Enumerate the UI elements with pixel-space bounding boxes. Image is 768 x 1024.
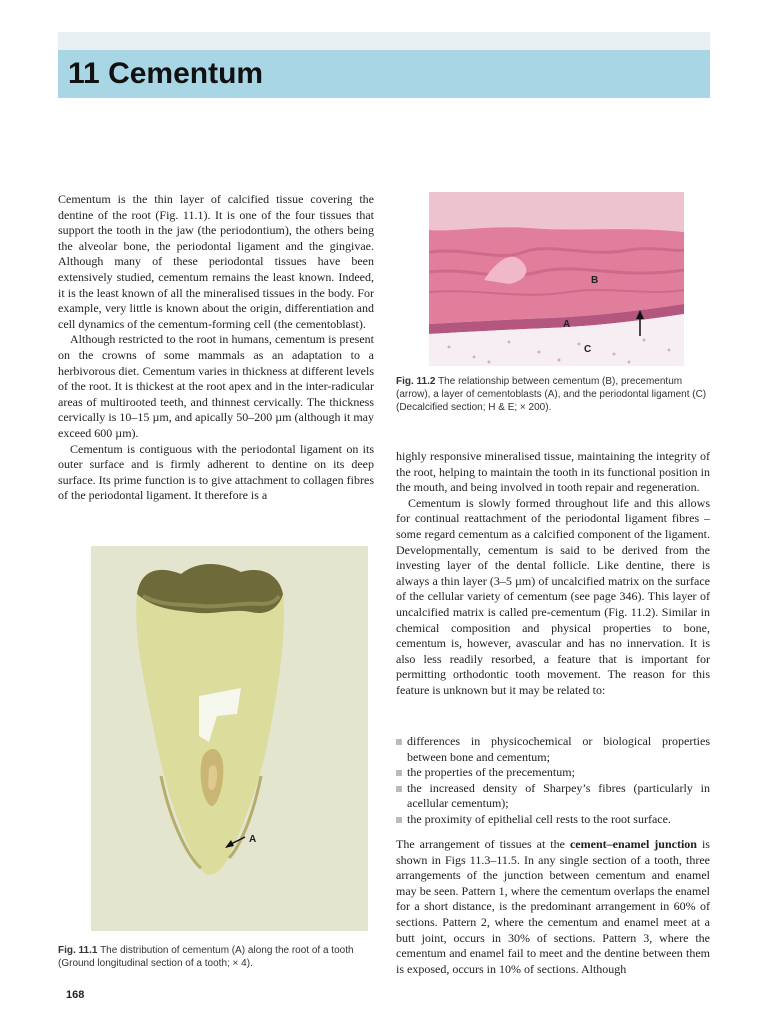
caption-text: The distribution of cementum (A) along the root of a tooth (Ground longitudinal section of a tooth; × 4). [58, 945, 354, 969]
figure-number: Fig. 11.1 [58, 945, 98, 956]
bullet-square-icon [396, 786, 402, 792]
figure-11-2-caption [396, 375, 710, 414]
micrograph-image [429, 192, 684, 366]
bullet-square-icon [396, 817, 402, 823]
chapter-title-bar [58, 50, 710, 98]
figure-11-2-micrograph [429, 192, 684, 366]
page-number: 168 [66, 989, 85, 1001]
paragraph: Cementum is slowly formed throughout life and this allows for continual reattachment of the periodontal ligament fibres – some regard cementum as a calcified component of the ligament. Developmentally, cementum is said to be derived from the investing layer of the dental follicle. Like dentine, there is always a thin layer (3–5 µm) of uncalcified matrix on the surface of the cellular variety of cementum (see page 346). This layer of uncalcified matrix is called pre-cementum (Fig. 11.2). Similar in chemical composition and physical properties to bone, cementum is, however, avascular and has no innervation. It is also less readily resorbed, a feature that is important for permitting orthodontic tooth movement. The reason for this feature is unknown but it may be related to: [396, 495, 710, 697]
chapter-title [68, 55, 263, 93]
header-band [58, 32, 710, 50]
bullet-square-icon [396, 739, 402, 745]
figure-number: Fig. 11.2 [396, 376, 436, 387]
chapter-number: 11 [68, 57, 100, 90]
caption-text: The relationship between cementum (B), precementum (arrow), a layer of cementoblasts (A), and the periodontal ligament (C) (Decalcified section; H & E; × 200). [396, 376, 707, 413]
paragraph: Although restricted to the root in humans, cementum is present on the crowns of some mammals as an adaptation to a herbivorous diet. Cementum varies in thickness at different levels of the root. It is thickest at the root apex and in the inter-radicular areas of multirooted teeth, and thinnest cervically. The thickness cervically is 10–15 µm, and apically 50–200 µm (although it may exceed 600 µm). [58, 332, 374, 440]
paragraph: Cementum is contiguous with the periodontal ligament on its outer surface and is firmly adherent to dentine on its deep surface. Its prime function is to give attachment to collagen fibres of the periodontal ligament. It therefore is a [58, 441, 374, 503]
key-term: cement–enamel junction [569, 837, 697, 851]
right-column-text-top [396, 449, 710, 699]
chapter-name: Cementum [108, 57, 264, 90]
fig1-label-a: A [249, 834, 257, 845]
reason-bullet-list [396, 734, 710, 828]
list-item: the proximity of epithelial cell rests to the root surface. [396, 812, 710, 828]
figure-11-1-tooth-section [91, 546, 368, 931]
paragraph: highly responsive mineralised tissue, maintaining the integrity of the root, helping to maintain the tooth in its functional position in the mouth, and being involved in tooth repair and regeneration. [396, 449, 710, 495]
fig2-label-c: C [584, 344, 592, 355]
fig2-label-a: A [563, 319, 571, 330]
list-item: the properties of the precementum; [396, 765, 710, 781]
paragraph: The arrangement of tissues at the cement–enamel junction is shown in Figs 11.3–11.5. In any single section of a tooth, three arrangements of the junction between cementum and enamel may be seen. Pattern 1, where the cementum overlaps the enamel for a short distance, is the predominant arrangement in 60% of sections. Pattern 2, where the cementum and enamel meet at a butt joint, occurs in 30% of sections. Pattern 3, where the cementum and enamel fail to meet and the dentine between them is exposed, occurs in 10% of sections. Although [396, 837, 710, 976]
paragraph: Cementum is the thin layer of calcified tissue covering the dentine of the root (Fig. 11.1). It is one of the four tissues that support the tooth in the jaw (the periodontium), the others being the alveolar bone, the periodontal ligament and the gingivae. Although many of these periodontal tissues have been extensively studied, cementum remains the least known. Indeed, it is the least known of all the mineralised tissues in the body. For example, very little is known about the origin, differentiation and cell dynamics of the cementum-forming cell (the cementoblast). [58, 192, 374, 331]
left-column-text [58, 192, 374, 504]
fig2-label-b: B [591, 275, 599, 286]
bullet-square-icon [396, 770, 402, 776]
right-column-text-bottom [396, 837, 710, 977]
list-item: differences in physicochemical or biological properties between bone and cementum; [396, 734, 710, 765]
figure-11-1-caption [58, 944, 368, 970]
tooth-section-image [91, 546, 368, 931]
list-item: the increased density of Sharpey’s fibres (particularly in acellular cementum); [396, 781, 710, 812]
